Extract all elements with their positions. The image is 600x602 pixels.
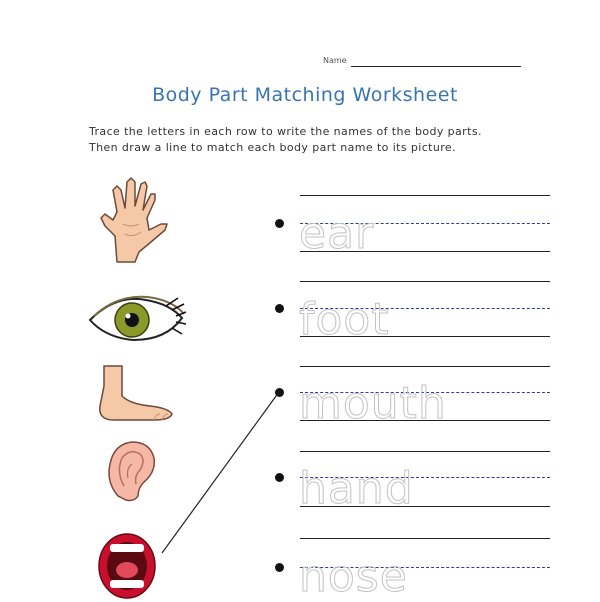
- name-writing-line[interactable]: [351, 66, 521, 67]
- writing-base-line: [300, 420, 550, 421]
- ear-icon: [104, 438, 160, 504]
- name-label: Name: [323, 56, 347, 65]
- bullet-dot: [275, 473, 284, 482]
- writing-base-line: [300, 506, 550, 507]
- instructions-line-2: Then draw a line to match each body part name to its picture.: [89, 141, 457, 154]
- writing-top-line: [300, 451, 550, 452]
- writing-top-line: [300, 195, 550, 196]
- bullet-dot: [275, 219, 284, 228]
- hand-icon: [95, 174, 175, 266]
- worksheet-title: Body Part Matching Worksheet: [152, 84, 458, 106]
- writing-base-line: [300, 251, 550, 252]
- writing-top-line: [300, 281, 550, 282]
- writing-base-line: [300, 336, 550, 337]
- trace-word: hand: [299, 463, 414, 514]
- writing-top-line: [300, 538, 550, 539]
- trace-word: ear: [299, 208, 375, 259]
- instructions-line-1: Trace the letters in each row to write the names of the body parts.: [89, 125, 482, 138]
- bullet-dot: [275, 304, 284, 313]
- foot-icon: [94, 362, 178, 424]
- trace-word: foot: [299, 294, 390, 345]
- trace-word: nose: [299, 551, 408, 602]
- name-field: [323, 56, 523, 70]
- bullet-dot: [275, 563, 284, 572]
- mouth-icon: [96, 530, 158, 600]
- instructions: [89, 124, 482, 156]
- bullet-dot: [275, 388, 284, 397]
- trace-word: mouth: [299, 378, 447, 429]
- writing-top-line: [300, 366, 550, 367]
- eye-icon: [86, 292, 188, 344]
